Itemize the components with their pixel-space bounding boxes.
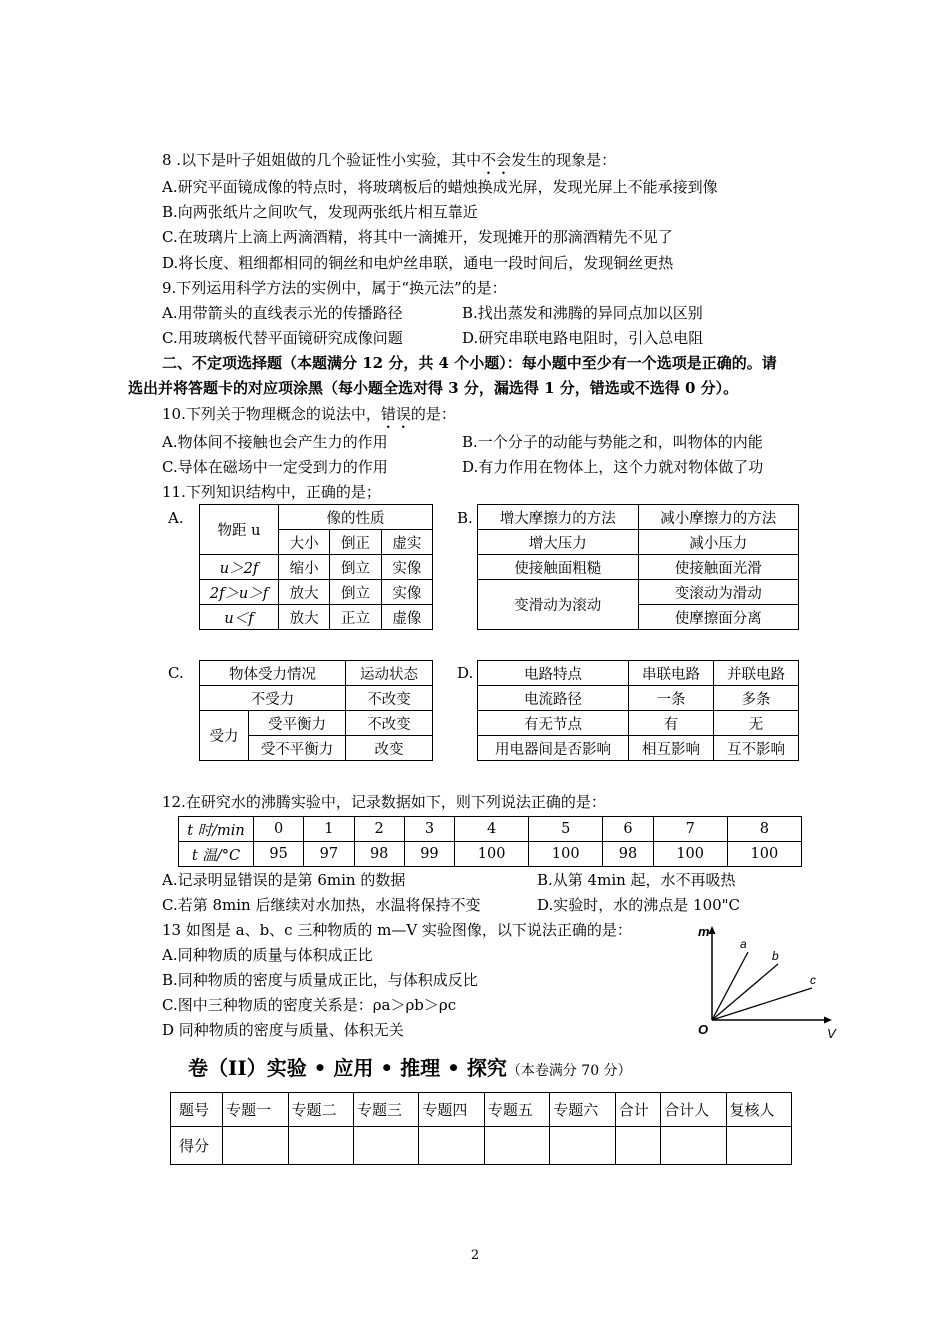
cell: 实像 [381,580,432,605]
q13-stem: 13 如图是 a、b、c 三种物质的 m—V 实验图像，以下说法正确的是： [162,921,632,939]
line-c-label: c [810,973,816,987]
cell: 合计人 [661,1093,726,1127]
cell: 100 [727,842,801,867]
cell: 专题三 [353,1093,418,1127]
table-row [200,580,433,605]
q11-b-label: B. [457,509,473,527]
table-row [200,555,433,580]
cell: 6 [603,817,653,842]
cell: 实像 [381,555,432,580]
cell: 倒立 [330,555,381,580]
q13-option-b: B.同种物质的密度与质量成正比，与体积成反比 [162,971,478,989]
q9-option-a: A.用带箭头的直线表示光的传播路径 [162,304,403,322]
cell: 物体受力情况 [200,661,346,686]
cell: 相互影响 [629,736,714,761]
m-v-graph [690,918,840,1043]
cell: 5 [529,817,603,842]
cell: 受不平衡力 [249,736,346,761]
table-row [171,1127,792,1165]
q10-stem: 10.下列关于物理概念的说法中，错误的是： [162,405,456,423]
cell: 电路特点 [478,661,629,686]
cell: 互不影响 [714,736,799,761]
table-row [478,530,799,555]
q11-table-c [199,660,433,761]
cell: 合计 [615,1093,660,1127]
score-cell[interactable] [726,1127,791,1165]
q12-option-a: A.记录明显错误的是第 6min 的数据 [162,871,406,889]
q12-data-table [178,816,802,867]
q8-option-a: A.研究平面镜成像的特点时，将玻璃板后的蜡烛换成光屏，发现光屏上不能承接到像 [162,178,718,196]
cell: 倒立 [330,580,381,605]
q9-option-b: B.找出蒸发和沸腾的异同点加以区别 [462,304,703,322]
q12-option-c: C.若第 8min 后继续对水加热，水温将保持不变 [162,896,481,914]
cell: 不改变 [346,686,433,711]
cell: 专题五 [484,1093,549,1127]
cell: 不受力 [200,686,346,711]
cell: 物距 u [200,505,279,555]
table-row [478,580,799,605]
page-number: 2 [470,1248,480,1263]
score-cell[interactable] [615,1127,660,1165]
q10-option-d: D.有力作用在物体上，这个力就对物体做了功 [462,458,764,476]
table-row [478,711,799,736]
cell: 受力 [200,711,249,761]
cell: 运动状态 [346,661,433,686]
cell: 放大 [279,605,330,630]
cell: 3 [404,817,454,842]
part2-title-line [188,1055,632,1084]
table-row [200,711,433,736]
cell: 不改变 [346,711,433,736]
cell: 变滑动为滚动 [478,580,639,630]
cell: u＜f [200,605,279,630]
score-cell[interactable] [484,1127,549,1165]
table-row [200,605,433,630]
score-cell[interactable] [419,1127,484,1165]
score-cell[interactable] [223,1127,288,1165]
q11-d-label: D. [457,664,474,682]
cell: 虚实 [381,530,432,555]
q11-table-b [477,504,799,630]
cell: t 温/°C [179,842,254,867]
table-row [478,686,799,711]
score-cell[interactable] [288,1127,353,1165]
cell: 无 [714,711,799,736]
table-row [200,686,433,711]
cell: 放大 [279,580,330,605]
cell: 100 [653,842,727,867]
cell: 得分 [171,1127,223,1165]
line-b [712,964,778,1020]
cell: 8 [727,817,801,842]
cell: 99 [404,842,454,867]
cell: 变滚动为滑动 [638,580,799,605]
cell: 减小摩擦力的方法 [638,505,799,530]
q8-option-d: D.将长度、粗细都相同的铜丝和电炉丝串联，通电一段时间后，发现铜丝更热 [162,254,674,272]
cell: 专题四 [419,1093,484,1127]
cell: 97 [304,842,354,867]
part2-title: 卷（II）实验 • 应用 • 推理 • 探究 [188,1056,507,1080]
q10-option-c: C.导体在磁场中一定受到力的作用 [162,458,388,476]
cell: 多条 [714,686,799,711]
q11-a-label: A. [168,509,184,527]
table-row [478,736,799,761]
cell: 100 [455,842,529,867]
q10-option-b: B.一个分子的动能与势能之和，叫物体的内能 [462,433,763,451]
table-row [478,555,799,580]
cell: 缩小 [279,555,330,580]
cell: 大小 [279,530,330,555]
q12-option-d: D.实验时，水的沸点是 100"C [537,896,741,914]
q11-stem: 11.下列知识结构中，正确的是； [162,483,381,501]
cell: 98 [354,842,404,867]
cell: 有 [629,711,714,736]
q9-option-c: C.用玻璃板代替平面镜研究成像问题 [162,329,403,347]
table-row [171,1093,792,1127]
cell: 使接触面粗糙 [478,555,639,580]
line-b-label: b [772,949,779,963]
cell: 虚像 [381,605,432,630]
cell: 95 [254,842,304,867]
q13-option-c: C.图中三种物质的密度关系是：ρa＞ρb＞ρc [162,996,457,1014]
q11-table-d [477,660,799,761]
score-cell[interactable] [661,1127,726,1165]
cell: 专题二 [288,1093,353,1127]
cell: 使摩擦面分离 [638,605,799,630]
q9-stem: 9.下列运用科学方法的实例中，属于“换元法”的是： [162,279,507,297]
cell: u＞2f [200,555,279,580]
score-cell[interactable] [353,1127,418,1165]
q12-option-b: B.从第 4min 起，水不再吸热 [537,871,736,889]
x-axis-arrow-icon [824,1017,832,1024]
cell: 7 [653,817,727,842]
cell: 题号 [171,1093,223,1127]
cell: t 时/min [179,817,254,842]
q13-option-d: D 同种物质的密度与质量、体积无关 [162,1021,404,1039]
cell: 增大压力 [478,530,639,555]
section2-instructions: 选出并将答题卡的对应项涂黑（每小题全选对得 3 分，漏选得 1 分，错选或不选得 0 分）。 [128,379,739,397]
q11-table-a [199,504,433,630]
cell: 1 [304,817,354,842]
cell: 用电器间是否影响 [478,736,629,761]
q9-option-d: D.研究串联电路电阻时，引入总电阻 [462,329,704,347]
cell: 一条 [629,686,714,711]
cell: 电流路径 [478,686,629,711]
cell: 减小压力 [638,530,799,555]
score-cell[interactable] [550,1127,615,1165]
x-axis-label: V [827,1026,836,1041]
section2-heading: 二、不定项选择题（本题满分 12 分，共 4 个小题）：每小题中至少有一个选项是正确的。请 [162,354,777,372]
cell: 倒正 [330,530,381,555]
origin-label: O [698,1022,709,1037]
cell: 有无节点 [478,711,629,736]
cell: 改变 [346,736,433,761]
line-a-label: a [740,937,747,951]
table-row [179,817,802,842]
cell: 使接触面光滑 [638,555,799,580]
y-axis-label: m [698,924,710,939]
q8-stem: 8 .以下是叶子姐姐做的几个验证性小实验，其中不会发生的现象是： [162,151,617,169]
cell: 2 [354,817,404,842]
cell: 98 [603,842,653,867]
cell: 复核人 [726,1093,791,1127]
part2-note: （本卷满分 70 分） [506,1063,632,1079]
cell: 专题六 [550,1093,615,1127]
q11-c-label: C. [168,664,184,682]
q8-option-b: B.向两张纸片之间吹气，发现两张纸片相互靠近 [162,203,478,221]
cell: 增大摩擦力的方法 [478,505,639,530]
q13-option-a: A.同种物质的质量与体积成正比 [162,946,373,964]
table-row [179,842,802,867]
cell: 0 [254,817,304,842]
cell: 专题一 [223,1093,288,1127]
score-table [170,1092,792,1165]
cell: 受平衡力 [249,711,346,736]
q12-stem: 12.在研究水的沸腾实验中，记录数据如下，则下列说法正确的是： [162,793,606,811]
cell: 像的性质 [279,505,433,530]
cell: 串联电路 [629,661,714,686]
cell: 4 [455,817,529,842]
cell: 正立 [330,605,381,630]
cell: 100 [529,842,603,867]
q10-option-a: A.物体间不接触也会产生力的作用 [162,433,388,451]
cell: 并联电路 [714,661,799,686]
q8-option-c: C.在玻璃片上滴上两滴酒精，将其中一滴摊开，发现摊开的那滴酒精先不见了 [162,228,673,246]
cell: 2f＞u＞f [200,580,279,605]
